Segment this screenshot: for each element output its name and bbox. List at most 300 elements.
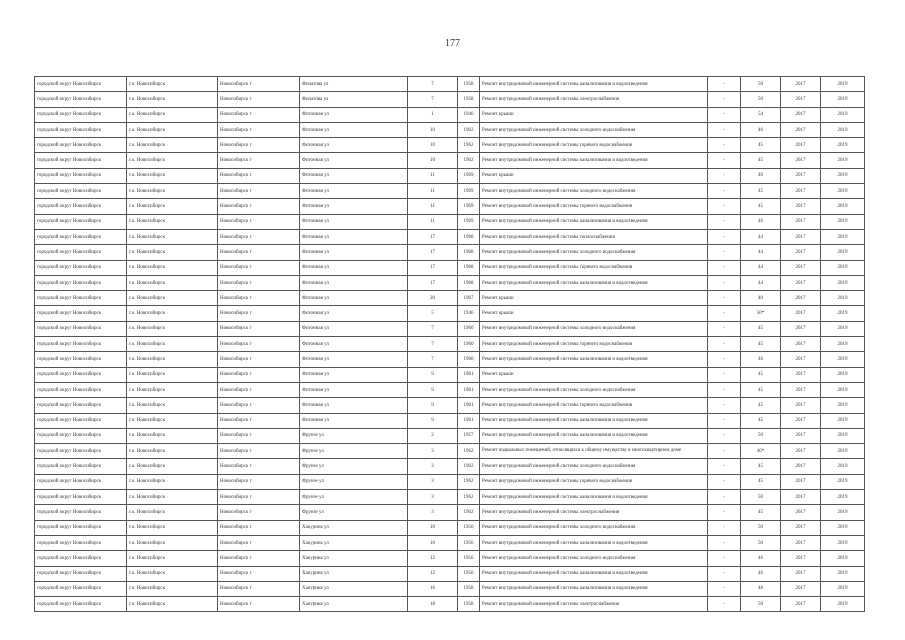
cell-municipality: городской округ Новосибирск bbox=[35, 382, 127, 397]
cell-cost: 46 bbox=[741, 352, 781, 367]
cell-build-year: 1968 bbox=[458, 229, 480, 244]
cell-build-year: 1968 bbox=[458, 260, 480, 275]
cell-district: г.о. Новосибирск bbox=[127, 199, 218, 214]
cell-municipality: городской округ Новосибирск bbox=[35, 92, 127, 107]
cell-start-year: 2017 bbox=[781, 428, 821, 443]
cell-end-year: 2019 bbox=[821, 398, 865, 413]
cell-work-type: Ремонт внутридомовой инженерной системы канализования и водоотведения bbox=[480, 428, 708, 443]
cell-start-year: 2017 bbox=[781, 92, 821, 107]
cell-district: г.о. Новосибирск bbox=[127, 275, 218, 290]
cell-cost: 44 bbox=[741, 229, 781, 244]
cell-cost: 45 bbox=[741, 138, 781, 153]
cell-start-year: 2017 bbox=[781, 229, 821, 244]
cell-build-year: 1961 bbox=[458, 398, 480, 413]
cell-build-year: 1962 bbox=[458, 490, 480, 505]
cell-dash: - bbox=[708, 77, 741, 92]
cell-end-year: 2019 bbox=[821, 275, 865, 290]
cell-house-number: 9 bbox=[408, 367, 458, 382]
cell-street: Фрунзе ул bbox=[300, 505, 408, 520]
cell-street: Хакурина ул bbox=[300, 520, 408, 535]
cell-street: Фотонная ул bbox=[300, 138, 408, 153]
cell-dash: - bbox=[708, 520, 741, 535]
cell-end-year: 2019 bbox=[821, 474, 865, 489]
cell-street: Фотонная ул bbox=[300, 214, 408, 229]
cell-cost: 45 bbox=[741, 199, 781, 214]
cell-end-year: 2019 bbox=[821, 597, 865, 612]
cell-end-year: 2019 bbox=[821, 168, 865, 183]
cell-cost: 50 bbox=[741, 92, 781, 107]
cell-work-type: Ремонт внутридомовой инженерной системы холодного водоснабжения bbox=[480, 122, 708, 137]
cell-start-year: 2017 bbox=[781, 107, 821, 122]
cell-work-type: Ремонт подвальных помещений, относящихся к общему имуществу в многоквартирном доме bbox=[480, 444, 708, 459]
cell-district: г.о. Новосибирск bbox=[127, 474, 218, 489]
cell-district: г.о. Новосибирск bbox=[127, 153, 218, 168]
cell-municipality: городской округ Новосибирск bbox=[35, 459, 127, 474]
cell-dash: - bbox=[708, 199, 741, 214]
cell-start-year: 2017 bbox=[781, 275, 821, 290]
table-row bbox=[35, 398, 865, 413]
cell-build-year: 1962 bbox=[458, 505, 480, 520]
cell-end-year: 2019 bbox=[821, 107, 865, 122]
table-row bbox=[35, 597, 865, 612]
cell-house-number: 7 bbox=[408, 321, 458, 336]
cell-cost: 48 bbox=[741, 581, 781, 596]
table-row bbox=[35, 122, 865, 137]
table-row bbox=[35, 199, 865, 214]
cell-dash: - bbox=[708, 367, 741, 382]
cell-work-type: Ремонт крыши bbox=[480, 168, 708, 183]
cell-house-number: 11 bbox=[408, 168, 458, 183]
cell-municipality: городской округ Новосибирск bbox=[35, 199, 127, 214]
cell-work-type: Ремонт внутридомовой инженерной системы холодного водоснабжения bbox=[480, 245, 708, 260]
table-row bbox=[35, 505, 865, 520]
cell-build-year: 1956 bbox=[458, 520, 480, 535]
cell-dash: - bbox=[708, 260, 741, 275]
cell-city: Новосибирск г bbox=[218, 597, 300, 612]
cell-municipality: городской округ Новосибирск bbox=[35, 428, 127, 443]
cell-district: г.о. Новосибирск bbox=[127, 168, 218, 183]
cell-cost: 45 bbox=[741, 474, 781, 489]
cell-end-year: 2019 bbox=[821, 184, 865, 199]
cell-city: Новосибирск г bbox=[218, 275, 300, 290]
cell-house-number: 10 bbox=[408, 122, 458, 137]
cell-cost: 50 bbox=[741, 77, 781, 92]
cell-house-number: 9 bbox=[408, 382, 458, 397]
cell-work-type: Ремонт внутридомовой инженерной системы электроснабжения bbox=[480, 597, 708, 612]
table-row bbox=[35, 168, 865, 183]
cell-dash: - bbox=[708, 459, 741, 474]
table-row bbox=[35, 566, 865, 581]
cell-municipality: городской округ Новосибирск bbox=[35, 306, 127, 321]
cell-city: Новосибирск г bbox=[218, 413, 300, 428]
cell-cost: 45 bbox=[741, 413, 781, 428]
cell-municipality: городской округ Новосибирск bbox=[35, 444, 127, 459]
cell-work-type: Ремонт крыши bbox=[480, 107, 708, 122]
cell-dash: - bbox=[708, 92, 741, 107]
cell-cost: 45 bbox=[741, 505, 781, 520]
cell-work-type: Ремонт внутридомовой инженерной системы канализования и водоотведения bbox=[480, 352, 708, 367]
cell-cost: 50 bbox=[741, 428, 781, 443]
cell-build-year: 1958 bbox=[458, 597, 480, 612]
cell-city: Новосибирск г bbox=[218, 138, 300, 153]
cell-district: г.о. Новосибирск bbox=[127, 444, 218, 459]
repair-registry-table bbox=[34, 76, 865, 612]
cell-district: г.о. Новосибирск bbox=[127, 505, 218, 520]
cell-municipality: городской округ Новосибирск bbox=[35, 184, 127, 199]
cell-build-year: 1956 bbox=[458, 566, 480, 581]
cell-build-year: 1961 bbox=[458, 413, 480, 428]
cell-city: Новосибирск г bbox=[218, 551, 300, 566]
cell-work-type: Ремонт внутридомовой инженерной системы канализования и водоотведения bbox=[480, 153, 708, 168]
cell-city: Новосибирск г bbox=[218, 367, 300, 382]
cell-work-type: Ремонт внутридомовой инженерной системы канализования и водоотведения bbox=[480, 413, 708, 428]
cell-municipality: городской округ Новосибирск bbox=[35, 260, 127, 275]
cell-dash: - bbox=[708, 490, 741, 505]
cell-district: г.о. Новосибирск bbox=[127, 520, 218, 535]
cell-district: г.о. Новосибирск bbox=[127, 459, 218, 474]
cell-work-type: Ремонт внутридомовой инженерной системы теплоснабжения bbox=[480, 229, 708, 244]
cell-district: г.о. Новосибирск bbox=[127, 551, 218, 566]
cell-start-year: 2017 bbox=[781, 260, 821, 275]
cell-start-year: 2017 bbox=[781, 520, 821, 535]
cell-end-year: 2019 bbox=[821, 92, 865, 107]
table-row bbox=[35, 474, 865, 489]
cell-street: Хакурина ул bbox=[300, 597, 408, 612]
cell-house-number: 2 bbox=[408, 428, 458, 443]
table-row bbox=[35, 459, 865, 474]
cell-build-year: 1956 bbox=[458, 535, 480, 550]
cell-work-type: Ремонт внутридомовой инженерной системы горячего водоснабжения bbox=[480, 398, 708, 413]
cell-build-year: 1946 bbox=[458, 306, 480, 321]
cell-cost: 45 bbox=[741, 337, 781, 352]
cell-dash: - bbox=[708, 413, 741, 428]
cell-street: Фотонная ул bbox=[300, 413, 408, 428]
cell-start-year: 2017 bbox=[781, 352, 821, 367]
cell-build-year: 1962 bbox=[458, 459, 480, 474]
cell-dash: - bbox=[708, 444, 741, 459]
cell-start-year: 2017 bbox=[781, 122, 821, 137]
cell-house-number: 20 bbox=[408, 291, 458, 306]
cell-end-year: 2019 bbox=[821, 459, 865, 474]
cell-municipality: городской округ Новосибирск bbox=[35, 551, 127, 566]
cell-street: Фотонная ул bbox=[300, 153, 408, 168]
cell-work-type: Ремонт внутридомовой инженерной системы электроснабжения bbox=[480, 505, 708, 520]
cell-street: Фотонная ул bbox=[300, 321, 408, 336]
cell-municipality: городской округ Новосибирск bbox=[35, 474, 127, 489]
cell-cost: 44 bbox=[741, 275, 781, 290]
cell-end-year: 2019 bbox=[821, 581, 865, 596]
cell-municipality: городской округ Новосибирск bbox=[35, 581, 127, 596]
cell-city: Новосибирск г bbox=[218, 520, 300, 535]
cell-dash: - bbox=[708, 122, 741, 137]
cell-cost: 44 bbox=[741, 260, 781, 275]
cell-municipality: городской округ Новосибирск bbox=[35, 122, 127, 137]
cell-start-year: 2017 bbox=[781, 566, 821, 581]
cell-street: Хакурина ул bbox=[300, 566, 408, 581]
cell-city: Новосибирск г bbox=[218, 107, 300, 122]
cell-district: г.о. Новосибирск bbox=[127, 428, 218, 443]
cell-build-year: 1958 bbox=[458, 92, 480, 107]
cell-municipality: городской округ Новосибирск bbox=[35, 490, 127, 505]
cell-city: Новосибирск г bbox=[218, 444, 300, 459]
cell-city: Новосибирск г bbox=[218, 321, 300, 336]
cell-dash: - bbox=[708, 474, 741, 489]
cell-house-number: 11 bbox=[408, 214, 458, 229]
cell-work-type: Ремонт внутридомовой инженерной системы канализования и водоотведения bbox=[480, 214, 708, 229]
cell-street: Хакурина ул bbox=[300, 535, 408, 550]
cell-end-year: 2019 bbox=[821, 428, 865, 443]
cell-municipality: городской округ Новосибирск bbox=[35, 352, 127, 367]
cell-district: г.о. Новосибирск bbox=[127, 581, 218, 596]
cell-city: Новосибирск г bbox=[218, 459, 300, 474]
cell-district: г.о. Новосибирск bbox=[127, 77, 218, 92]
cell-house-number: 7 bbox=[408, 92, 458, 107]
cell-work-type: Ремонт внутридомовой инженерной системы холодного водоснабжения bbox=[480, 321, 708, 336]
cell-start-year: 2017 bbox=[781, 199, 821, 214]
cell-cost: 45 bbox=[741, 382, 781, 397]
cell-district: г.о. Новосибирск bbox=[127, 245, 218, 260]
cell-start-year: 2017 bbox=[781, 474, 821, 489]
cell-municipality: городской округ Новосибирск bbox=[35, 566, 127, 581]
cell-dash: - bbox=[708, 382, 741, 397]
cell-work-type: Ремонт внутридомовой инженерной системы горячего водоснабжения bbox=[480, 260, 708, 275]
cell-district: г.о. Новосибирск bbox=[127, 490, 218, 505]
cell-build-year: 1969 bbox=[458, 214, 480, 229]
cell-cost: 45 bbox=[741, 367, 781, 382]
cell-house-number: 3 bbox=[408, 490, 458, 505]
cell-city: Новосибирск г bbox=[218, 229, 300, 244]
cell-dash: - bbox=[708, 153, 741, 168]
cell-end-year: 2019 bbox=[821, 321, 865, 336]
cell-house-number: 10 bbox=[408, 520, 458, 535]
cell-city: Новосибирск г bbox=[218, 382, 300, 397]
cell-house-number: 5 bbox=[408, 306, 458, 321]
cell-city: Новосибирск г bbox=[218, 199, 300, 214]
cell-district: г.о. Новосибирск bbox=[127, 138, 218, 153]
cell-end-year: 2019 bbox=[821, 291, 865, 306]
cell-start-year: 2017 bbox=[781, 413, 821, 428]
cell-start-year: 2017 bbox=[781, 184, 821, 199]
cell-start-year: 2017 bbox=[781, 168, 821, 183]
cell-build-year: 1962 bbox=[458, 122, 480, 137]
cell-cost: 46* bbox=[741, 444, 781, 459]
cell-street: Фотонная ул bbox=[300, 398, 408, 413]
cell-city: Новосибирск г bbox=[218, 490, 300, 505]
cell-street: Фрунзе ул bbox=[300, 444, 408, 459]
cell-house-number: 3 bbox=[408, 459, 458, 474]
cell-district: г.о. Новосибирск bbox=[127, 107, 218, 122]
cell-work-type: Ремонт внутридомовой инженерной системы канализования и водоотведения bbox=[480, 566, 708, 581]
cell-dash: - bbox=[708, 535, 741, 550]
cell-street: Фотонная ул bbox=[300, 306, 408, 321]
cell-house-number: 3 bbox=[408, 444, 458, 459]
cell-work-type: Ремонт внутридомовой инженерной системы канализования и водоотведения bbox=[480, 581, 708, 596]
cell-street: Филатова ул bbox=[300, 92, 408, 107]
cell-start-year: 2017 bbox=[781, 551, 821, 566]
cell-build-year: 1968 bbox=[458, 275, 480, 290]
cell-build-year: 1962 bbox=[458, 138, 480, 153]
table-row bbox=[35, 138, 865, 153]
cell-build-year: 1961 bbox=[458, 367, 480, 382]
cell-end-year: 2019 bbox=[821, 367, 865, 382]
cell-work-type: Ремонт внутридомовой инженерной системы горячего водоснабжения bbox=[480, 199, 708, 214]
cell-municipality: городской округ Новосибирск bbox=[35, 398, 127, 413]
cell-dash: - bbox=[708, 291, 741, 306]
cell-district: г.о. Новосибирск bbox=[127, 337, 218, 352]
cell-municipality: городской округ Новосибирск bbox=[35, 321, 127, 336]
cell-dash: - bbox=[708, 597, 741, 612]
table-row bbox=[35, 275, 865, 290]
cell-cost: 54 bbox=[741, 107, 781, 122]
cell-dash: - bbox=[708, 581, 741, 596]
cell-cost: 45 bbox=[741, 459, 781, 474]
cell-district: г.о. Новосибирск bbox=[127, 260, 218, 275]
cell-end-year: 2019 bbox=[821, 214, 865, 229]
cell-start-year: 2017 bbox=[781, 459, 821, 474]
cell-house-number: 7 bbox=[408, 352, 458, 367]
cell-house-number: 11 bbox=[408, 184, 458, 199]
cell-cost: 45 bbox=[741, 321, 781, 336]
table-row bbox=[35, 260, 865, 275]
cell-work-type: Ремонт крыши bbox=[480, 306, 708, 321]
cell-build-year: 1968 bbox=[458, 245, 480, 260]
cell-street: Фрунзе ул bbox=[300, 474, 408, 489]
cell-start-year: 2017 bbox=[781, 382, 821, 397]
cell-end-year: 2019 bbox=[821, 413, 865, 428]
cell-district: г.о. Новосибирск bbox=[127, 535, 218, 550]
cell-street: Фотонная ул bbox=[300, 107, 408, 122]
cell-end-year: 2019 bbox=[821, 505, 865, 520]
cell-city: Новосибирск г bbox=[218, 245, 300, 260]
table-row bbox=[35, 581, 865, 596]
cell-city: Новосибирск г bbox=[218, 337, 300, 352]
cell-build-year: 1957 bbox=[458, 428, 480, 443]
cell-work-type: Ремонт крыши bbox=[480, 367, 708, 382]
cell-district: г.о. Новосибирск bbox=[127, 352, 218, 367]
cell-house-number: 9 bbox=[408, 413, 458, 428]
cell-work-type: Ремонт внутридомовой инженерной системы электроснабжения bbox=[480, 92, 708, 107]
cell-house-number: 7 bbox=[408, 77, 458, 92]
cell-street: Фрунзе ул bbox=[300, 428, 408, 443]
cell-street: Фотонная ул bbox=[300, 168, 408, 183]
cell-district: г.о. Новосибирск bbox=[127, 597, 218, 612]
cell-end-year: 2019 bbox=[821, 229, 865, 244]
cell-city: Новосибирск г bbox=[218, 398, 300, 413]
cell-work-type: Ремонт внутридомовой инженерной системы горячего водоснабжения bbox=[480, 337, 708, 352]
cell-district: г.о. Новосибирск bbox=[127, 122, 218, 137]
table-body bbox=[35, 77, 865, 612]
cell-build-year: 1960 bbox=[458, 352, 480, 367]
table-row bbox=[35, 245, 865, 260]
cell-start-year: 2017 bbox=[781, 490, 821, 505]
cell-work-type: Ремонт внутридомовой инженерной системы холодного водоснабжения bbox=[480, 382, 708, 397]
cell-municipality: городской округ Новосибирск bbox=[35, 520, 127, 535]
cell-house-number: 9 bbox=[408, 398, 458, 413]
cell-district: г.о. Новосибирск bbox=[127, 367, 218, 382]
cell-district: г.о. Новосибирск bbox=[127, 413, 218, 428]
cell-end-year: 2019 bbox=[821, 122, 865, 137]
cell-dash: - bbox=[708, 184, 741, 199]
cell-end-year: 2019 bbox=[821, 551, 865, 566]
cell-city: Новосибирск г bbox=[218, 122, 300, 137]
table-row bbox=[35, 306, 865, 321]
cell-street: Фотонная ул bbox=[300, 184, 408, 199]
table-row bbox=[35, 229, 865, 244]
cell-dash: - bbox=[708, 138, 741, 153]
cell-dash: - bbox=[708, 275, 741, 290]
cell-street: Фотонная ул bbox=[300, 382, 408, 397]
cell-start-year: 2017 bbox=[781, 505, 821, 520]
cell-cost: 45 bbox=[741, 153, 781, 168]
cell-district: г.о. Новосибирск bbox=[127, 398, 218, 413]
cell-work-type: Ремонт внутридомовой инженерной системы горячего водоснабжения bbox=[480, 138, 708, 153]
cell-start-year: 2017 bbox=[781, 367, 821, 382]
cell-build-year: 1969 bbox=[458, 168, 480, 183]
cell-district: г.о. Новосибирск bbox=[127, 566, 218, 581]
cell-municipality: городской округ Новосибирск bbox=[35, 337, 127, 352]
cell-work-type: Ремонт внутридомовой инженерной системы канализования и водоотведения bbox=[480, 490, 708, 505]
cell-city: Новосибирск г bbox=[218, 474, 300, 489]
cell-build-year: 1969 bbox=[458, 184, 480, 199]
cell-cost: 46 bbox=[741, 214, 781, 229]
cell-house-number: 17 bbox=[408, 260, 458, 275]
cell-dash: - bbox=[708, 551, 741, 566]
cell-build-year: 1961 bbox=[458, 382, 480, 397]
cell-start-year: 2017 bbox=[781, 245, 821, 260]
cell-end-year: 2019 bbox=[821, 138, 865, 153]
cell-cost: 50 bbox=[741, 490, 781, 505]
cell-house-number: 10 bbox=[408, 535, 458, 550]
cell-city: Новосибирск г bbox=[218, 581, 300, 596]
cell-house-number: 3 bbox=[408, 474, 458, 489]
table-row bbox=[35, 413, 865, 428]
cell-build-year: 1969 bbox=[458, 199, 480, 214]
cell-municipality: городской округ Новосибирск bbox=[35, 107, 127, 122]
cell-dash: - bbox=[708, 245, 741, 260]
table-row bbox=[35, 92, 865, 107]
cell-work-type: Ремонт внутридомовой инженерной системы холодного водоснабжения bbox=[480, 520, 708, 535]
table-row bbox=[35, 490, 865, 505]
cell-cost: 46 bbox=[741, 566, 781, 581]
table-row bbox=[35, 428, 865, 443]
cell-district: г.о. Новосибирск bbox=[127, 321, 218, 336]
cell-cost: 45 bbox=[741, 184, 781, 199]
table-row bbox=[35, 520, 865, 535]
cell-house-number: 10 bbox=[408, 138, 458, 153]
table-row bbox=[35, 444, 865, 459]
cell-city: Новосибирск г bbox=[218, 566, 300, 581]
cell-start-year: 2017 bbox=[781, 535, 821, 550]
cell-dash: - bbox=[708, 321, 741, 336]
cell-house-number: 18 bbox=[408, 597, 458, 612]
table-row bbox=[35, 321, 865, 336]
cell-start-year: 2017 bbox=[781, 444, 821, 459]
cell-house-number: 17 bbox=[408, 275, 458, 290]
cell-dash: - bbox=[708, 306, 741, 321]
cell-street: Фотонная ул bbox=[300, 260, 408, 275]
cell-build-year: 1958 bbox=[458, 581, 480, 596]
cell-start-year: 2017 bbox=[781, 597, 821, 612]
cell-street: Фотонная ул bbox=[300, 199, 408, 214]
cell-end-year: 2019 bbox=[821, 260, 865, 275]
cell-start-year: 2017 bbox=[781, 153, 821, 168]
cell-end-year: 2019 bbox=[821, 306, 865, 321]
cell-dash: - bbox=[708, 566, 741, 581]
cell-start-year: 2017 bbox=[781, 337, 821, 352]
cell-municipality: городской округ Новосибирск bbox=[35, 597, 127, 612]
cell-street: Фотонная ул bbox=[300, 229, 408, 244]
cell-cost: 50* bbox=[741, 306, 781, 321]
